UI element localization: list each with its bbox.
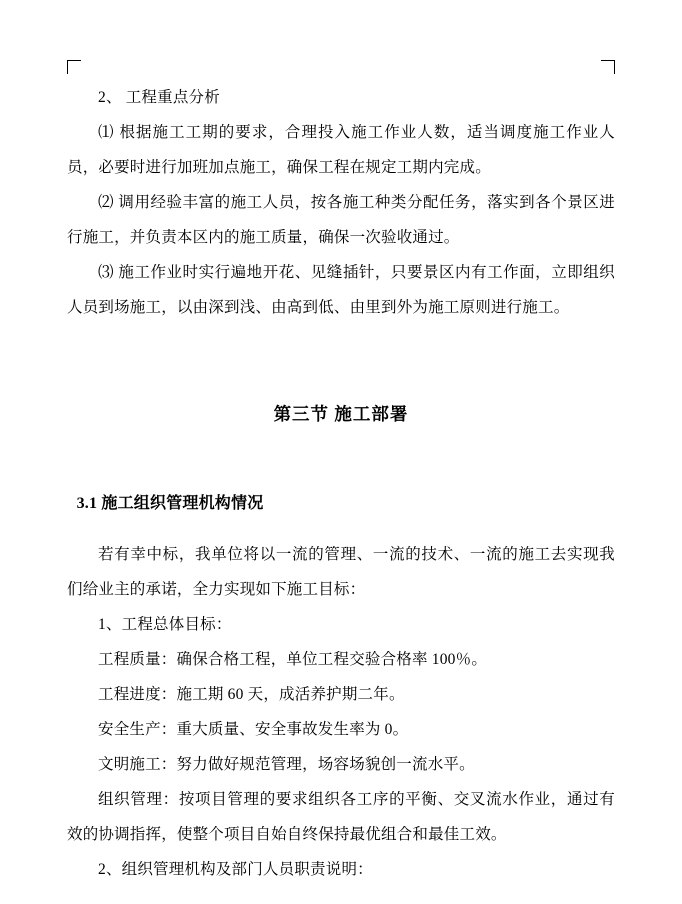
paragraph-1: ⑴ 根据施工工期的要求，合理投入施工作业人数，适当调度施工作业人员，必要时进行加班加点施工，确保工程在规定工期内完成。 (67, 124, 615, 176)
paragraph-8: 安全生产：重大质量、安全事故发生率为 0。 (98, 721, 409, 738)
paragraph-10: 组织管理：按项目管理的要求组织各工序的平衡、交叉流水作业，通过有效的协调指挥，使整个项目自始自终保持最优组合和最佳工效。 (67, 791, 615, 843)
crop-mark-top-right (601, 60, 615, 74)
paragraph-7: 工程进度：施工期 60 天，成活养护期二年。 (98, 686, 405, 703)
paragraph-9: 文明施工：努力做好规范管理，场容场貌创一流水平。 (98, 756, 475, 773)
heading-engineering-focus: 2、 工程重点分析 (98, 89, 220, 106)
paragraph-5: 1、工程总体目标： (98, 616, 232, 633)
paragraph-4: 若有幸中标，我单位将以一流的管理、一流的技术、一流的施工去实现我们给业主的承诺，全力实现如下施工目标： (67, 546, 615, 598)
paragraph-6: 工程质量：确保合格工程，单位工程交验合格率 100％。 (98, 651, 488, 668)
paragraph-11: 2、组织管理机构及部门人员职责说明： (98, 861, 373, 878)
section-heading: 第三节 施工部署 (273, 404, 409, 424)
subsection-heading: 3.1 施工组织管理机构情况 (76, 495, 264, 512)
paragraph-2: ⑵ 调用经验丰富的施工人员，按各施工种类分配任务，落实到各个景区进行施工，并负责本区内的施工质量，确保一次验收通过。 (67, 194, 615, 246)
paragraph-3: ⑶ 施工作业时实行遍地开花、见缝插针，只要景区内有工作面，立即组织人员到场施工，以由深到浅、由高到低、由里到外为施工原则进行施工。 (67, 264, 615, 316)
crop-mark-top-left (67, 60, 81, 74)
document-content (67, 80, 615, 887)
